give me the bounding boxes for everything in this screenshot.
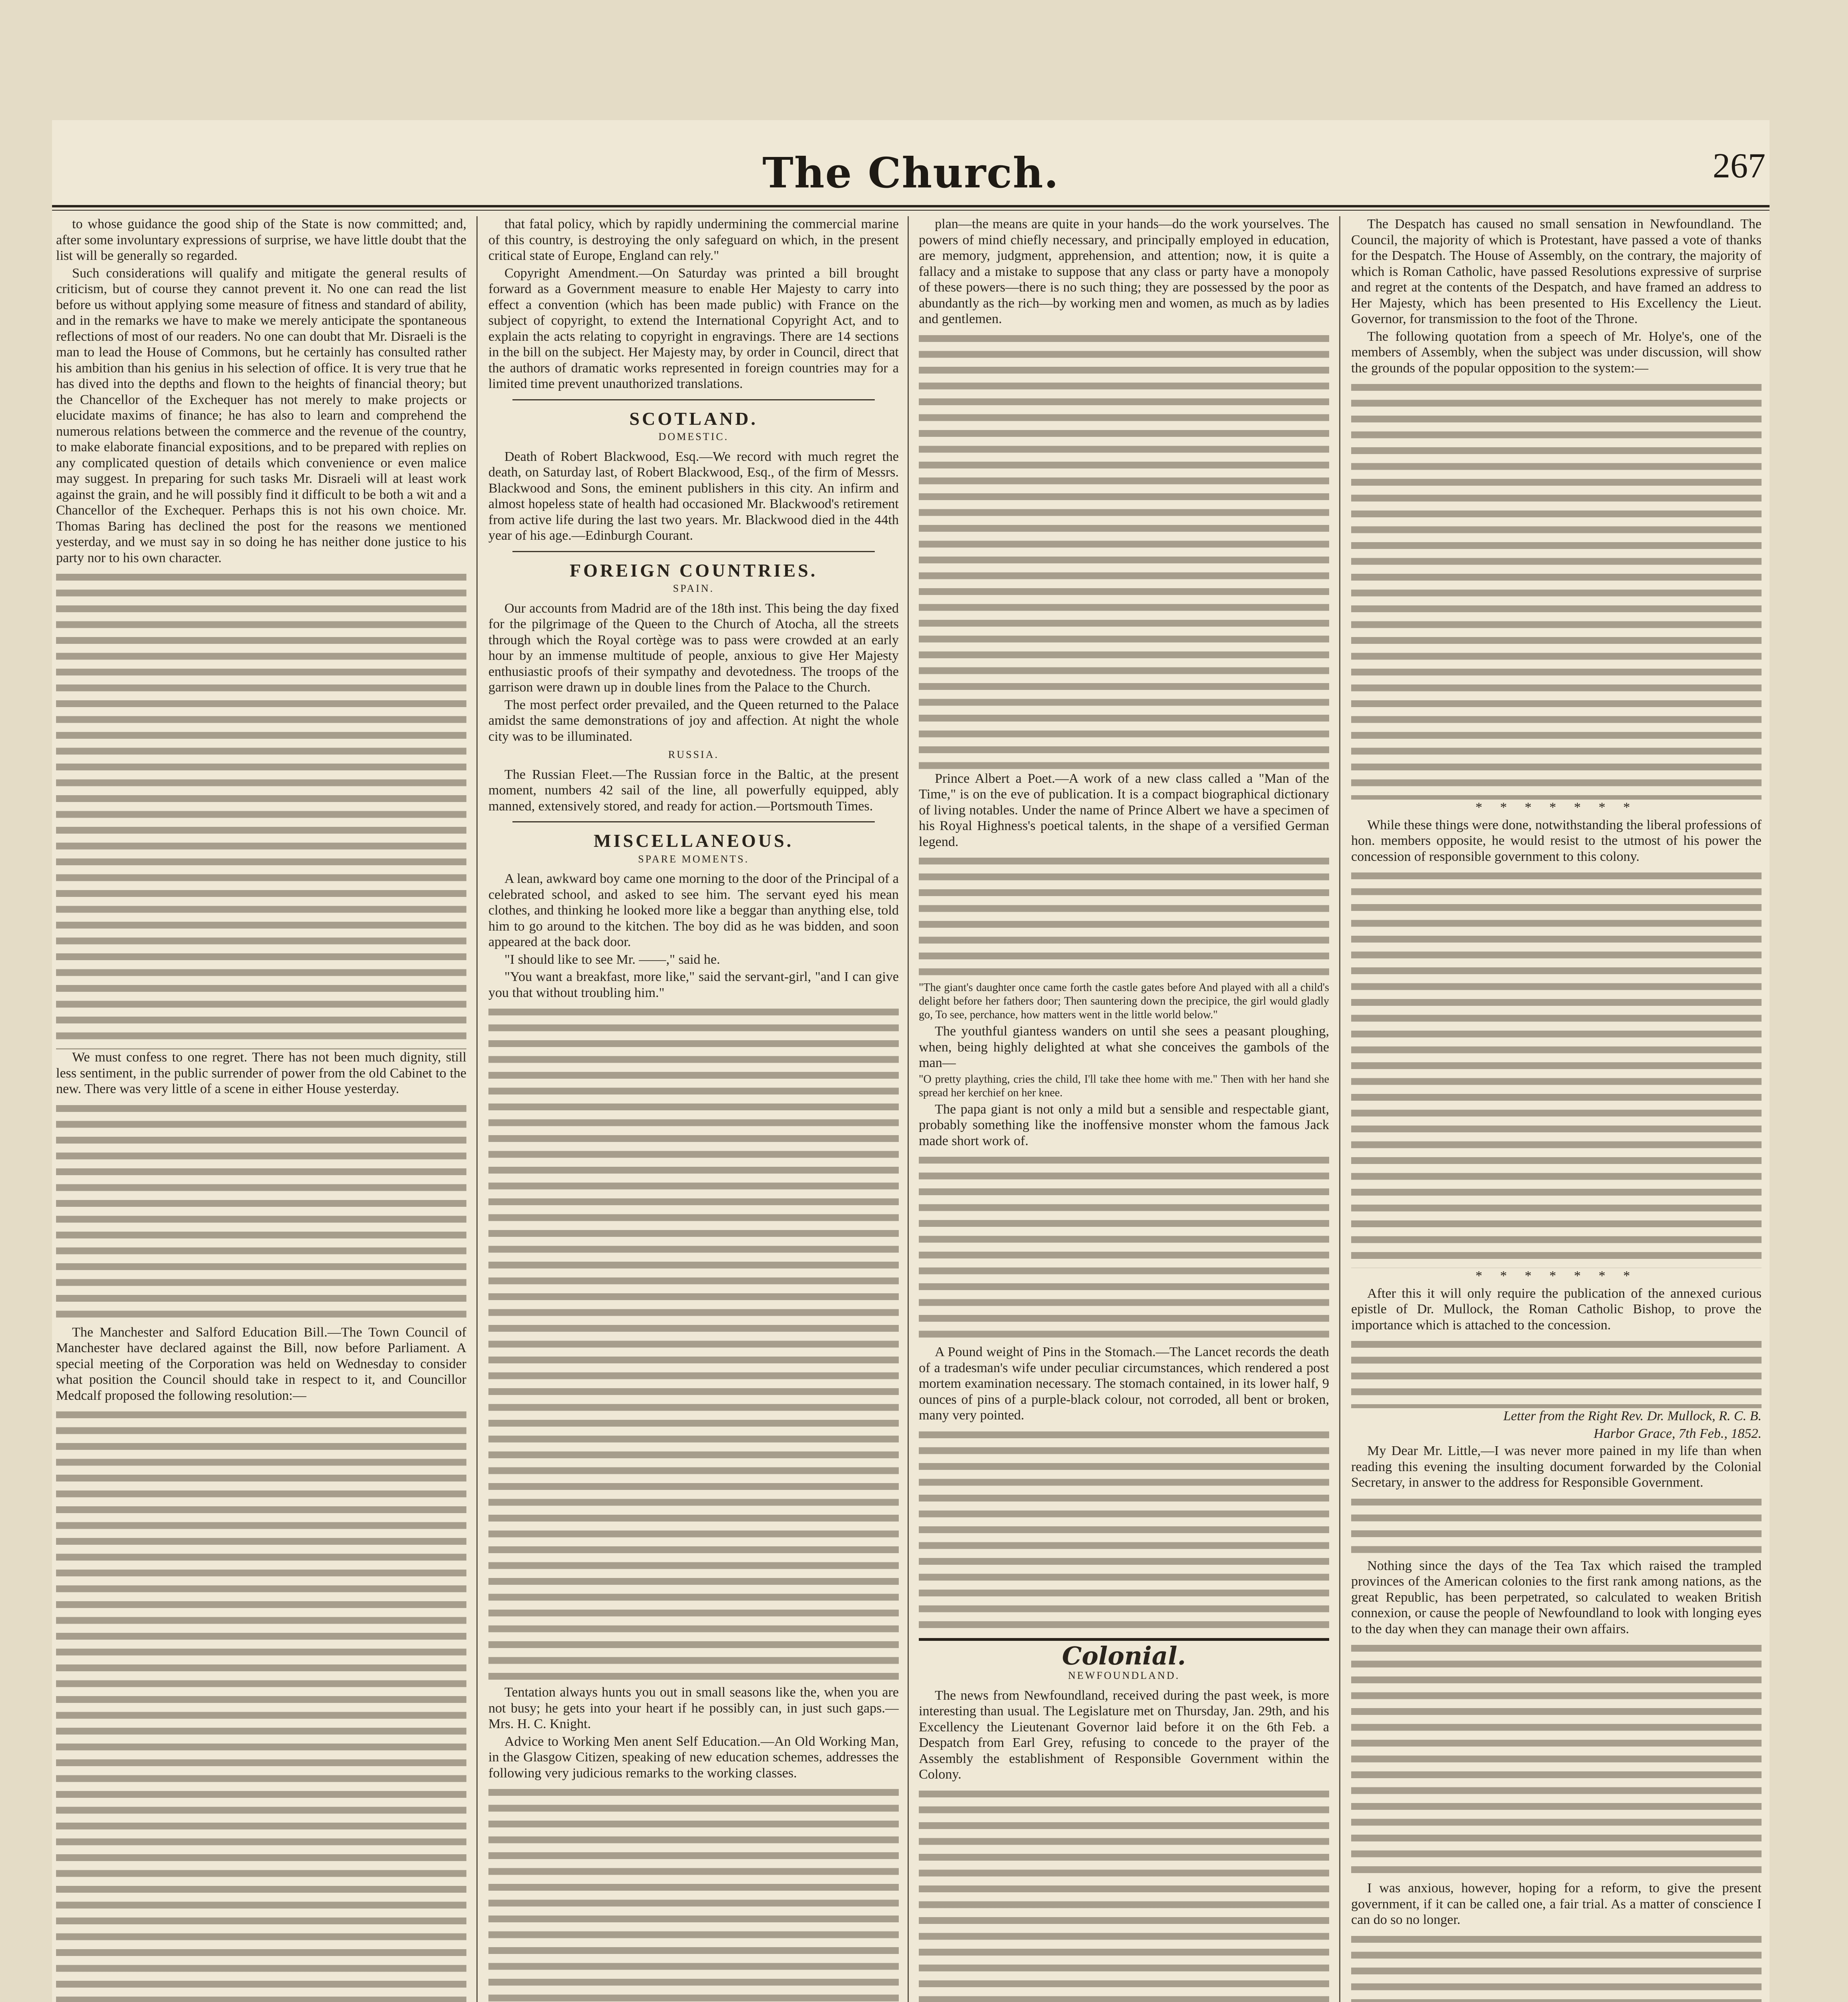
article-paragraph: Prince Albert a Poet.—A work of a new class called a "Man of the Time," is on the eve of publication. It is a compact biographical dictionary of living notables. Under the name of Prince Albert we have a specimen of his Royal Highness's poetical talents, in the shape of a versified German legend.: [919, 771, 1329, 849]
article-paragraph: Death of Robert Blackwood, Esq.—We record with much regret the death, on Saturday last, of Robert Blackwood, Esq., of the firm of Messrs. Blackwood and Sons, the eminent publishers in this city. An infirm and almost hopeless state of health had occasioned Mr. Blackwood's retirement from active life during the last two years. Mr. Blackwood died in the 44th year of his age.—Edinburgh Courant.: [488, 449, 899, 543]
subheading-russia: RUSSIA.: [668, 749, 719, 760]
section-rule: [919, 1638, 1329, 1641]
newspaper-title: The Church.: [762, 148, 1059, 197]
article-paragraph: After this it will only require the publication of the annexed curious epistle of Dr. Mullock, the Roman Catholic Bishop, to prove the importance which is attached to the concession.: [1351, 1286, 1762, 1333]
text-continuation: [919, 853, 1329, 981]
article-paragraph: A lean, awkward boy came one morning to the door of the Principal of a celebrated school, and asked to see him. The servant eyed his mean clothes, and thinking he looked more like a beggar than anything else, told him to go around to the kitchen. The boy did as he was bidden, and soon appeared at the back door.: [488, 871, 899, 949]
subheading-spare-moments: SPARE MOMENTS.: [638, 853, 749, 865]
poem-quote: "O pretty plaything, cries the child, I'll take thee home with me." Then with her hand she spread her kerchief on her knee.: [919, 1073, 1329, 1099]
column-divider: [908, 216, 909, 2002]
article-paragraph: The Russian Fleet.—The Russian force in the Baltic, at the present moment, numbers 42 sail of the line, all powerfully equipped, ably manned, extensively stored, and ready for action.—Portsmouth Times.: [488, 767, 899, 814]
article-paragraph: My Dear Mr. Little,—I was never more pained in my life than when reading this evening the insulting document forwarded by the Colonial Secretary, in answer to the address for Responsible Government.: [1351, 1443, 1762, 1490]
text-continuation: [1351, 1640, 1762, 1880]
section-break-stars: * * * * * * *: [1475, 1268, 1637, 1283]
section-rule: [512, 821, 875, 822]
section-heading-foreign: FOREIGN COUNTRIES.: [569, 560, 818, 581]
section-rule: [512, 551, 875, 552]
subheading-newfoundland: NEWFOUNDLAND.: [1068, 1670, 1180, 1681]
article-paragraph: The most perfect order prevailed, and the Queen returned to the Palace amidst the same demonstrations of joy and affection. At night the whole city was to be illuminated.: [488, 697, 899, 744]
text-continuation: [1351, 868, 1762, 1268]
article-paragraph: The news from Newfoundland, received during the past week, is more interesting than usual. The Legislature met on Thursday, Jan. 29th, and his Excellency the Lieutenant Governor laid before it on the 6th Feb. a Despatch from Earl Grey, refusing to concede to the prayer of the Assembly the establishment of Responsible Government within the Colony.: [919, 1688, 1329, 1782]
text-continuation: [919, 330, 1329, 771]
section-heading-scotland: SCOTLAND.: [629, 408, 758, 429]
text-continuation: [1351, 379, 1762, 800]
masthead-rule-thin: [52, 210, 1770, 211]
newspaper-page: [52, 120, 1770, 2002]
article-paragraph: to whose guidance the good ship of the State is now committed; and, after some involuntary expressions of surprise, we have little doubt that the list will be generally so regarded.: [56, 217, 466, 263]
article-paragraph: A Pound weight of Pins in the Stomach.—The Lancet records the death of a tradesman's wife under peculiar circumstances, which rendered a post mortem examination necessary. The stomach contained, in its lower half, 9 ounces of pins of a purple-black colour, not corroded, all bent or broken, many very pointed.: [919, 1345, 1329, 1423]
masthead-rule: [52, 205, 1770, 207]
letter-title: Letter from the Right Rev. Dr. Mullock, R. C. B.: [1503, 1409, 1762, 1423]
article-paragraph: The Despatch has caused no small sensation in Newfoundland. The Council, the majority of which is Protestant, have passed a vote of thanks for the Despatch. The House of Assembly, on the contrary, the majority of which is Roman Catholic, have passed Resolutions expressive of surprise and regret at the contents of the Despatch, and have framed an address to Her Majesty, which has been presented to His Excellency the Lieut. Governor, for transmission to the foot of the Throne.: [1351, 217, 1762, 326]
text-continuation: [919, 1786, 1329, 2002]
letter-place-date: Harbor Grace, 7th Feb., 1852.: [1593, 1426, 1762, 1441]
column-3: [919, 216, 1329, 2002]
section-break-stars: * * * * * * *: [1475, 800, 1637, 815]
article-paragraph: I was anxious, however, hoping for a reform, to give the present government, if it can be called one, a fair trial. As a matter of conscience I can do so no longer.: [1351, 1881, 1762, 1927]
article-paragraph: While these things were done, notwithstanding the liberal professions of hon. members opposite, he would resist to the utmost of his power the concession of responsible government to this colony.: [1351, 817, 1762, 864]
page-number: 267: [1713, 147, 1766, 185]
text-continuation: [56, 1100, 466, 1325]
column-divider: [1339, 216, 1340, 2002]
poem-quote: "The giant's daughter once came forth the castle gates before And played with all a child's delight before her fathers door; Then sauntering down the precipice, the girl would gladly go, To see, perchance, how matters went in the little world below.": [919, 981, 1329, 1021]
section-rule: [512, 399, 875, 400]
text-continuation: [1351, 1336, 1762, 1408]
article-paragraph: The Manchester and Salford Education Bill.—The Town Council of Manchester have declared against the Bill, now before Parliament. A special meeting of the Corporation was held on Wednesday to consider what position the Council should take in respect to it, and Councillor Medcalf proposed the following resolution:—: [56, 1325, 466, 1403]
article-paragraph: plan—the means are quite in your hands—do the work yourselves. The powers of mind chiefly necessary, and principally employed in education, are memory, judgment, apprehension, and attention; now, it is quite a fallacy and a mistake to suppose that any class or party have a monopoly of these powers—there is no such thing; they are possessed by the poor as abundantly as the rich—by working men and women, as much as by ladies and gentlemen.: [919, 217, 1329, 326]
text-continuation: [919, 1152, 1329, 1344]
masthead: [52, 144, 1770, 208]
article-paragraph: The youthful giantess wanders on until she sees a peasant ploughing, when, being highly delighted at what she conceives the gambols of the man—: [919, 1024, 1329, 1070]
text-continuation: [488, 1784, 899, 2002]
text-continuation: [56, 569, 466, 1049]
column-2: [488, 216, 899, 2002]
section-heading-miscellaneous: MISCELLANEOUS.: [593, 830, 794, 851]
column-1: [56, 216, 466, 2002]
article-paragraph: "You want a breakfast, more like," said the servant-girl, "and I can give you that without troubling him.": [488, 969, 899, 1000]
article-paragraph: "I should like to see Mr. ——," said he.: [504, 952, 720, 967]
article-paragraph: The following quotation from a speech of Mr. Holye's, one of the members of Assembly, when the subject was under discussion, will show the grounds of the popular opposition to the system:—: [1351, 329, 1762, 376]
article-paragraph: Tentation always hunts you out in small seasons like the, when you are not busy; he gets into your heart if he possibly can, in just such gaps.—Mrs. H. C. Knight.: [488, 1685, 899, 1731]
text-continuation: [1351, 1931, 1762, 2002]
article-paragraph: Advice to Working Men anent Self Education.—An Old Working Man, in the Glasgow Citizen, speaking of new education schemes, addresses the following very judicious remarks to the working classes.: [488, 1734, 899, 1781]
article-paragraph: The papa giant is not only a mild but a sensible and respectable giant, probably something like the inoffensive monster whom the famous Jack made short work of.: [919, 1102, 1329, 1148]
column-divider: [476, 216, 478, 2002]
text-continuation: [56, 1407, 466, 2002]
article-paragraph: Such considerations will qualify and mitigate the general results of criticism, but of course they cannot prevent it. No one can read the list before us without applying some measure of fitness and standard of ability, and in the remarks we have to make we merely anticipate the spontaneous reflections of most of our readers. No one can doubt that Mr. Disraeli is the man to lead the House of Commons, but he certainly has consulted rather his ambition than his genius in his selection of office. It is very true that he has dived into the depths and flown to the heights of financial theory; but the Chancellor of the Exchequer has not merely to make projects or elucidate maxims of finance; he has also to learn and comprehend the numerous relations between the commerce and the revenue of the country, to make elaborate financial expositions, and to be prepared with replies on any complicated question of details which convenience or even malice may suggest. In preparing for such tasks Mr. Disraeli will at least work against the grain, and he will possibly find it difficult to be both a wit and a Chancellor of the Exchequer. Perhaps this is not his own choice. Mr. Thomas Baring has declined the post for the reasons we mentioned yesterday, and we must say in so doing he has neither done justice to his party nor to his own character.: [56, 265, 466, 565]
article-paragraph: that fatal policy, which by rapidly undermining the commercial marine of this country, is destroying the only safeguard on which, in the present critical state of Europe, England can rely.": [488, 217, 899, 263]
section-heading-colonial: Colonial.: [1062, 1641, 1186, 1670]
article-paragraph: We must confess to one regret. There has not been much dignity, still less sentiment, in the public surrender of power from the old Cabinet to the new. There was very little of a scene in either House yesterday.: [56, 1050, 466, 1096]
article-paragraph: Nothing since the days of the Tea Tax which raised the trampled provinces of the American colonies to the first rank among nations, as the great Republic, has been perpetrated, so calculated to weaken British connexion, or cause the people of Newfoundland to look with longing eyes to the day when they can manage their own affairs.: [1351, 1558, 1762, 1636]
text-continuation: [1351, 1494, 1762, 1558]
subheading-spain: SPAIN.: [673, 583, 715, 594]
article-paragraph: Our accounts from Madrid are of the 18th inst. This being the day fixed for the pilgrimage of the Queen to the Church of Atocha, all the streets through which the Royal cortège was to pass were crowded at an early hour by an immense multitude of people, anxious to give Her Majesty enthusiastic proofs of their sympathy and devotedness. The troops of the garrison were drawn up in double lines from the Palace to the Church.: [488, 601, 899, 695]
column-4: [1351, 216, 1762, 2002]
subheading-domestic: DOMESTIC.: [658, 431, 729, 442]
text-continuation: [919, 1427, 1329, 1635]
text-continuation: [488, 1004, 899, 1684]
article-paragraph: Copyright Amendment.—On Saturday was printed a bill brought forward as a Government measure to enable Her Majesty to carry into effect a convention (which has been made public) with France on the subject of copyright, to extend the International Copyright Act, and to explain the acts relating to copyright in engravings. There are 14 sections in the bill on the subject. Her Majesty may, by order in Council, direct that the authors of dramatic works represented in foreign countries may for a limited time prevent unauthorized translations.: [488, 265, 899, 391]
